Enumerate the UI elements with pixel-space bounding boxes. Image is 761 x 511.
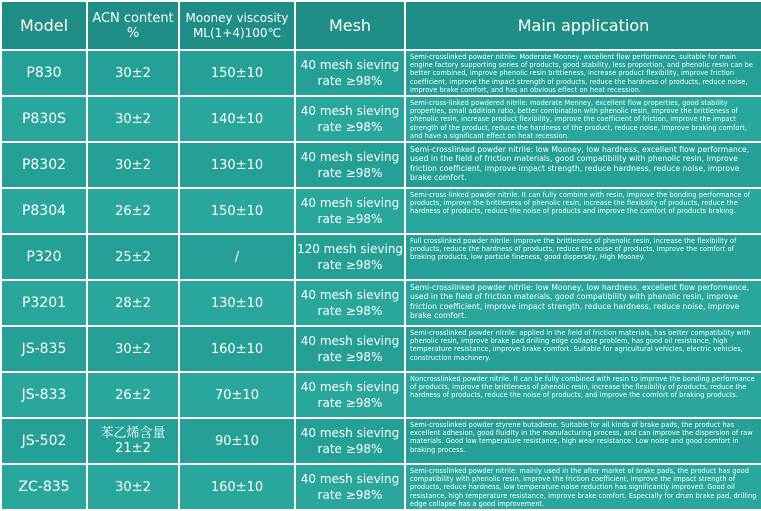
header-model: Model <box>1 1 87 50</box>
cell-model: P8302 <box>1 142 87 188</box>
cell-application: Semi-cross-linked powder nitrile. It can fully combine with resin, improve the bonding performance of products, improve the brittleness of phenolic resin, increase the flexibility of products, reduce the hardness of products, reduce the noise of products and improve the comfort of products braking. <box>405 188 761 234</box>
cell-acn: 26±2 <box>87 188 179 234</box>
header-main-application: Main application <box>405 1 761 50</box>
cell-mesh <box>295 234 405 280</box>
cell-mesh-line1: 40 mesh sieving <box>300 288 400 302</box>
cell-acn: 30±2 <box>87 326 179 372</box>
table-row <box>1 372 761 418</box>
cell-mesh-line2: rate ≥98% <box>317 120 383 134</box>
cell-mesh-line2: rate ≥98% <box>317 74 383 88</box>
cell-mesh-line1: 40 mesh sieving <box>300 472 400 486</box>
table-row <box>1 464 761 510</box>
cell-mesh-line2: rate ≥98% <box>317 258 383 272</box>
cell-mesh-line1: 40 mesh sieving <box>300 58 400 72</box>
cell-model: JS-835 <box>1 326 87 372</box>
cell-acn-line2: 21±2 <box>115 441 151 456</box>
cell-mesh <box>295 464 405 510</box>
cell-acn: 28±2 <box>87 280 179 326</box>
cell-mooney: 150±10 <box>179 188 295 234</box>
cell-mesh <box>295 280 405 326</box>
cell-model: P320 <box>1 234 87 280</box>
cell-mesh-line1: 120 mesh sieving <box>296 242 404 256</box>
cell-mesh <box>295 96 405 142</box>
cell-application: Semi-crosslinked powder nitrile: Moderate Mooney, excellent flow performance, suitable for main engine factory supporting series of products, good stability, less proportion, and phenolic resin can be better combined, improve phenolic resin brittleness, increase product flexibility, improve friction coefficient, improve the impact strength of products, reduce the hardness of products, reduce noise, improve brake comfort, and has an obvious effect on heat recession. <box>405 50 761 96</box>
cell-mesh-line1: 40 mesh sieving <box>300 380 400 394</box>
header-mooney-viscosity <box>179 1 295 50</box>
header-mooney-line2: ML(1+4)100℃ <box>192 25 282 40</box>
cell-mesh-line2: rate ≥98% <box>317 166 383 180</box>
header-mesh: Mesh <box>295 1 405 50</box>
table-row <box>1 234 761 280</box>
cell-model: JS-833 <box>1 372 87 418</box>
cell-model: P8304 <box>1 188 87 234</box>
cell-mooney: 130±10 <box>179 280 295 326</box>
table-row <box>1 326 761 372</box>
cell-acn: 30±2 <box>87 464 179 510</box>
cell-model: ZC-835 <box>1 464 87 510</box>
cell-mooney: 160±10 <box>179 326 295 372</box>
header-mooney-line1: Mooney viscosity <box>185 10 289 25</box>
cell-application: Semi-crosslinked powder nitrile: mainly used in the after market of brake pads, the product has good compatibility with phenolic resin, improve the friction coefficient, improve the impact strength of products, reduce hardness, low temperature noise reduction has significantly improved. Good oil resistance, high temperature resistance, improve brake comfort. Especially for drum brake pad, drilling edge collapse has a good improvement. <box>405 464 761 510</box>
cell-application: Noncrosslinked powder nitrile. It can be fully combined with resin to improve the bonding performance of products, improve the brittleness of phenolic resin, increase the flexibility of products, reduce the hardness of products, reduce the noise of products, and improve the comfort of braking products. <box>405 372 761 418</box>
cell-acn-line1: 苯乙烯含量 <box>100 426 166 441</box>
cell-mesh <box>295 326 405 372</box>
cell-mesh-line2: rate ≥98% <box>317 304 383 318</box>
cell-acn: 26±2 <box>87 372 179 418</box>
cell-mooney: 70±10 <box>179 372 295 418</box>
cell-mesh <box>295 372 405 418</box>
cell-mesh-line2: rate ≥98% <box>317 350 383 364</box>
table-row <box>1 280 761 326</box>
cell-application: Semi-crosslinked powder nitrile: low Mooney, low hardness, excellent flow performance, used in the field of friction materials, good compatibility with phenolic resin, improve friction coefficient, improve impact strength, reduce hardness, reduce noise, improve brake comfort. <box>405 280 761 326</box>
cell-acn: 25±2 <box>87 234 179 280</box>
table-row <box>1 50 761 96</box>
cell-mesh <box>295 50 405 96</box>
cell-acn <box>87 418 179 464</box>
cell-model: P3201 <box>1 280 87 326</box>
cell-mooney: 90±10 <box>179 418 295 464</box>
table-row <box>1 96 761 142</box>
cell-mesh-line2: rate ≥98% <box>317 212 383 226</box>
cell-acn: 30±2 <box>87 50 179 96</box>
cell-mooney: 150±10 <box>179 50 295 96</box>
cell-application: Semi-crosslinked powder styrene butadiene. Suitable for all kinds of brake pads, the product has excellent adhesion, good fluidity in the manufacturing process, and can improve the dispersion of raw materials. Good low temperature resistance, high wear resistance. Low noise and good comfort in braking process. <box>405 418 761 464</box>
table-row <box>1 188 761 234</box>
cell-mesh-line2: rate ≥98% <box>317 396 383 410</box>
cell-mesh <box>295 418 405 464</box>
cell-mesh-line1: 40 mesh sieving <box>300 104 400 118</box>
cell-mesh-line1: 40 mesh sieving <box>300 426 400 440</box>
cell-mesh-line1: 40 mesh sieving <box>300 150 400 164</box>
cell-mesh-line2: rate ≥98% <box>317 442 383 456</box>
cell-application: Semi-cross-linked powdered nitrile: moderate Menney, excellent flow properties, good stability properties, small addition ratio, better combination with phenolic resin, improve the brittleness of phenolic resin, increase product flexibility, improve the coefficient of friction, improve the impact strength of the product, reduce the hardness of the product, reduce noise, improve braking comfort, and have a significant effect on heat recession. <box>405 96 761 142</box>
cell-acn: 30±2 <box>87 96 179 142</box>
cell-acn: 30±2 <box>87 142 179 188</box>
table-row <box>1 142 761 188</box>
header-acn-content <box>87 1 179 50</box>
cell-application: Full crosslinked powder nitrile: improve the brittleness of phenolic resin, increase the flexibility of products, reduce the hardness of products, reduce the noise of products, improve the comfort of braking products, low particle fineness, good dispersity, High Mooney. <box>405 234 761 280</box>
cell-model: P830S <box>1 96 87 142</box>
cell-mesh <box>295 142 405 188</box>
cell-mooney: 130±10 <box>179 142 295 188</box>
cell-mooney: 140±10 <box>179 96 295 142</box>
cell-mesh <box>295 188 405 234</box>
cell-mesh-line1: 40 mesh sieving <box>300 196 400 210</box>
cell-mesh-line1: 40 mesh sieving <box>300 334 400 348</box>
cell-mesh-line2: rate ≥98% <box>317 488 383 502</box>
cell-application: Semi-crosslinked powder nitrile: low Mooney, low hardness, excellent flow performance, used in the field of friction materials, good compatibility with phenolic resin, improve friction coefficient, improve impact strength, reduce hardness, reduce noise, improve brake comfort. <box>405 142 761 188</box>
cell-model: JS-502 <box>1 418 87 464</box>
cell-application: Semi-crosslinked powder nitrile: applied in the field of friction materials, has better compatibility with phenolic resin, improve brake pad drilling edge collapse problem, has good oil resistance, high temperature resistance, improve brake comfort. Suitable for agricultural vehicles, electric vehicles, construction machinery. <box>405 326 761 372</box>
table-row <box>1 418 761 464</box>
header-row <box>1 1 761 50</box>
cell-mooney: / <box>179 234 295 280</box>
cell-mooney: 160±10 <box>179 464 295 510</box>
header-acn-line2: % <box>126 25 140 41</box>
cell-model: P830 <box>1 50 87 96</box>
header-acn-line1: ACN content <box>92 10 174 26</box>
